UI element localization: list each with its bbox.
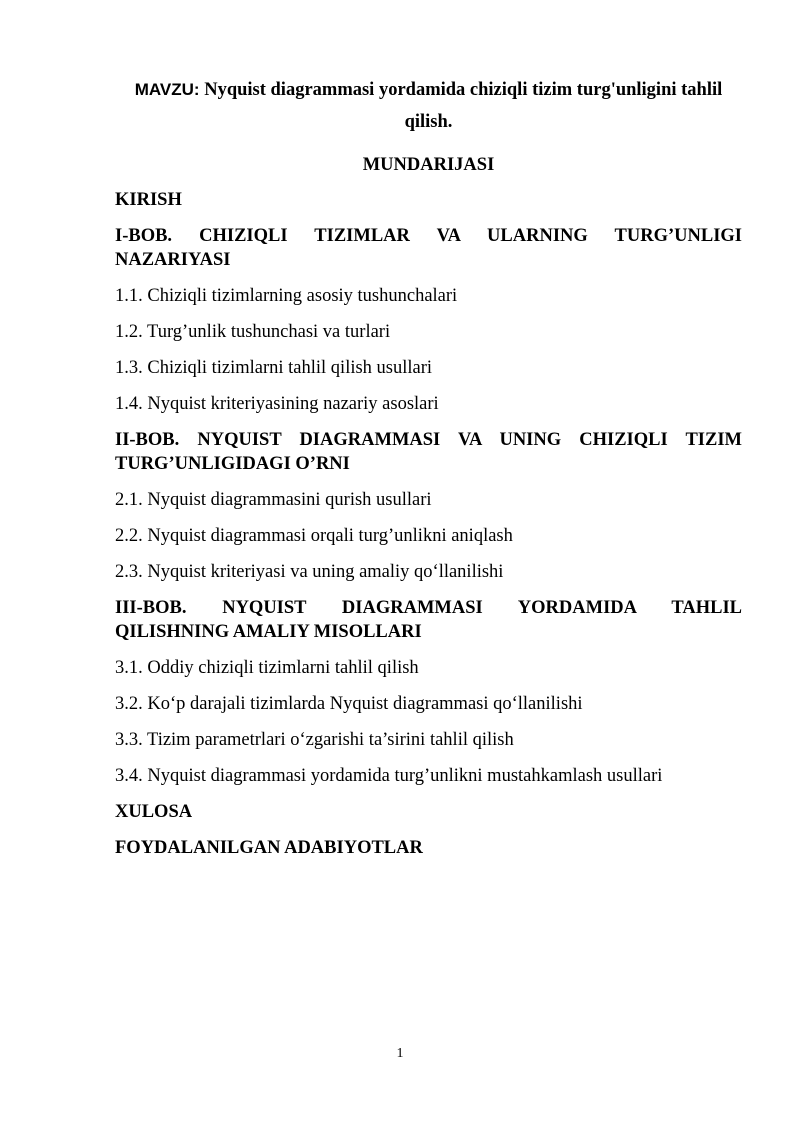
- chapter-2-line-2: TURG’UNLIGIDAGI O’RNI: [115, 454, 350, 474]
- toc-entry-2-2: 2.2. Nyquist diagrammasi orqali turg’unlikni aniqlash: [115, 526, 513, 546]
- toc-entry-2-3: 2.3. Nyquist kriteriyasi va uning amaliy qo‘llanilishi: [115, 562, 504, 582]
- toc-entry-2-1: 2.1. Nyquist diagrammasini qurish usullari: [115, 490, 432, 510]
- table-of-contents: [115, 188, 742, 860]
- toc-entry-3-2: 3.2. Ko‘p darajali tizimlarda Nyquist diagrammasi qo‘llanilishi: [115, 694, 583, 714]
- document-title: [115, 74, 742, 138]
- toc-heading: MUNDARIJASI: [362, 155, 495, 175]
- toc-entry-kirish: KIRISH: [115, 190, 182, 210]
- toc-entry-3-4: 3.4. Nyquist diagrammasi yordamida turg’unlikni mustahkamlash usullari: [115, 766, 663, 786]
- title-text: Nyquist diagrammasi yordamida chiziqli tizim turg'unligini tahlil qilish.: [199, 80, 723, 132]
- toc-entry-chapter-3: [115, 596, 742, 644]
- toc-entry-adabiyotlar: FOYDALANILGAN ADABIYOTLAR: [115, 838, 423, 858]
- chapter-1-line-1: I-BOB. CHIZIQLI TIZIMLAR VA ULARNING TURG’UNLIGI: [115, 226, 742, 246]
- title-prefix: MAVZU:: [134, 80, 200, 99]
- toc-entry-1-1: 1.1. Chiziqli tizimlarning asosiy tushunchalari: [115, 286, 458, 306]
- chapter-1-line-2: NAZARIYASI: [115, 250, 231, 270]
- toc-entry-1-2: 1.2. Turg’unlik tushunchasi va turlari: [115, 322, 391, 342]
- chapter-2-line-1: II-BOB. NYQUIST DIAGRAMMASI VA UNING CHIZIQLI TIZIM: [115, 430, 742, 450]
- toc-entry-chapter-1: [115, 224, 742, 272]
- toc-entry-1-4: 1.4. Nyquist kriteriyasining nazariy asoslari: [115, 394, 439, 414]
- page-number: 1: [396, 1046, 404, 1061]
- toc-entry-3-3: 3.3. Tizim parametrlari o‘zgarishi ta’sirini tahlil qilish: [115, 730, 514, 750]
- chapter-3-line-2: QILISHNING AMALIY MISOLLARI: [115, 622, 422, 642]
- toc-entry-chapter-2: [115, 428, 742, 476]
- chapter-3-line-1: III-BOB. NYQUIST DIAGRAMMASI YORDAMIDA TAHLIL: [115, 598, 742, 618]
- toc-entry-3-1: 3.1. Oddiy chiziqli tizimlarni tahlil qilish: [115, 658, 419, 678]
- toc-entry-xulosa: XULOSA: [115, 802, 193, 822]
- toc-entry-1-3: 1.3. Chiziqli tizimlarni tahlil qilish usullari: [115, 358, 433, 378]
